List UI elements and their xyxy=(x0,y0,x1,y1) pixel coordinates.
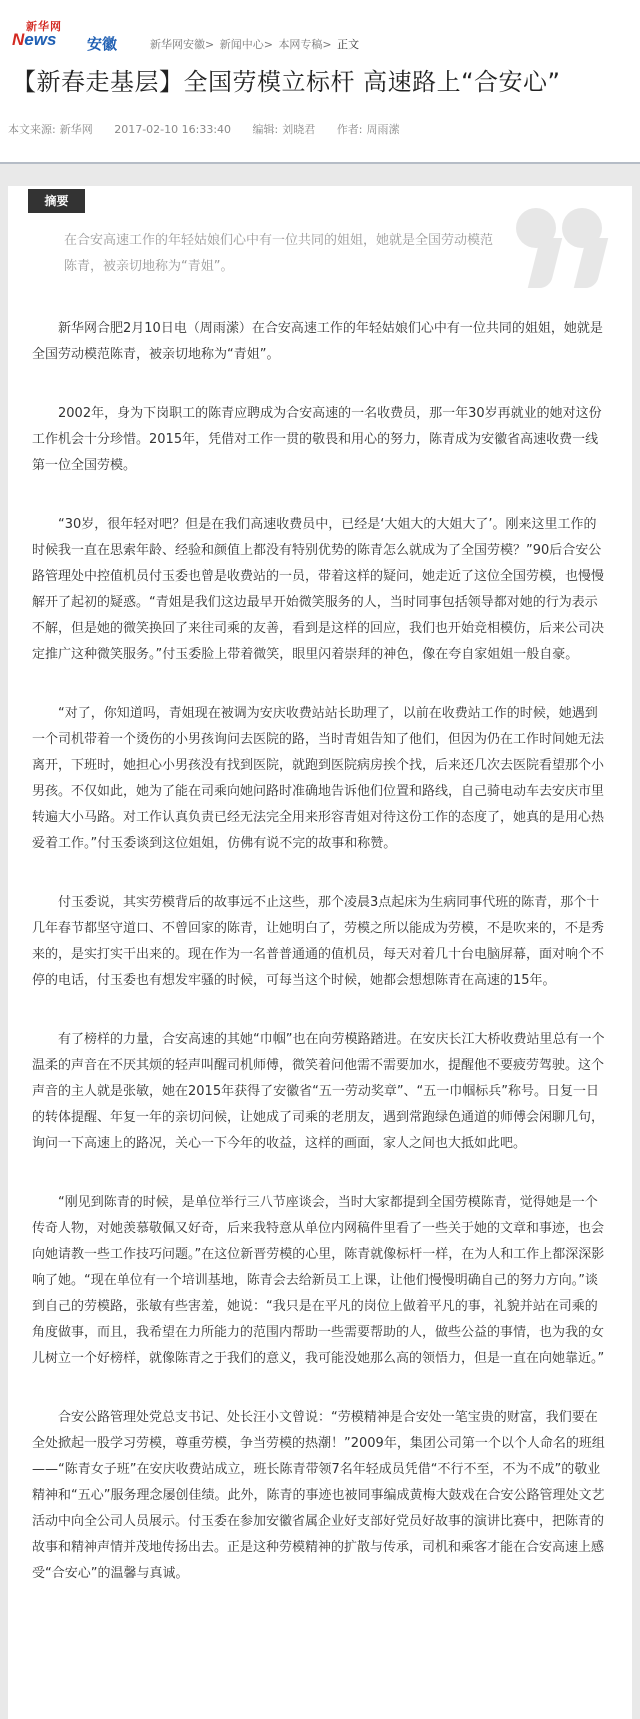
logo-news-initial: N xyxy=(12,30,25,49)
xinhua-news-logo[interactable] xyxy=(12,18,72,50)
article-title: 【新春走基层】全国劳模立标杆 高速路上“合安心” xyxy=(12,68,561,96)
abstract-tag: 摘要 xyxy=(28,189,85,213)
breadcrumb xyxy=(150,36,361,52)
article-paragraph: 新华网合肥2月10日电（周雨潆）在合安高速工作的年轻姑娘们心中有一位共同的姐姐，她就是全国劳动模范陈青，被亲切地称为“青姐”。 xyxy=(32,321,603,362)
region-channel-link[interactable]: 安徽 xyxy=(87,35,118,53)
logo-news-rest: ews xyxy=(24,30,57,49)
quote-mark-icon xyxy=(512,208,612,308)
article-paragraph: “对了，你知道吗，青姐现在被调为安庆收费站站长助理了，以前在收费站工作的时候，她遇到一个司机带着一个烫伤的小男孩询问去医院的路，当时青姐告知了他们，但因为仍在工作时间她无法离开，下班时，她担心小男孩没有找到医院，就跑到医院病房挨个找，后来还几次去医院看望那个小男孩。不仅如此，她为了能在司乘向她问路时准确地告诉他们位置和路线，自己骑电动车去安庆市里转遍大小马路。对工作认真负责已经无法完全用来形容青姐对待这份工作的态度了，她真的是用心热爱着工作。”付玉委谈到这位姐姐，仿佛有说不完的故事和称赞。 xyxy=(32,706,605,851)
article-body xyxy=(32,316,608,1620)
article-paragraph: 2002年，身为下岗职工的陈青应聘成为合安高速的一名收费员，那一年30岁再就业的她对这份工作机会十分珍惜。2015年，凭借对工作一贯的敬畏和用心的努力，陈青成为安徽省高速收费一线第一位全国劳模。 xyxy=(32,406,602,473)
breadcrumb-item-current: 正文 xyxy=(337,38,360,51)
article-abstract: 在合安高速工作的年轻姑娘们心中有一位共同的姐姐，她就是全国劳动模范陈青，被亲切地称为“青姐”。 xyxy=(64,233,494,274)
meta-editor: 刘晓君 xyxy=(282,123,316,136)
article-paragraph: “30岁，很年轻对吧？但是在我们高速收费员中，已经是‘大姐大的大姐大了’。刚来这里工作的时候我一直在思索年龄、经验和颜值上都没有特别优势的陈青怎么就成为了全国劳模？”90后合安公路管理处中控值机员付玉委也曾是收费站的一员，带着这样的疑问，她走近了这位全国劳模，也慢慢解开了起初的疑惑。“青姐是我们这边最早开始微笑服务的人，当时同事包括领导都对她的行为表示不解，但是她的微笑换回了来往司乘的友善，看到是这样的回应，我们也开始竞相模仿，后来公司决定推广这种微笑服务。”付玉委脸上带着微笑，眼里闪着崇拜的神色，像在夸自家姐姐一般自豪。 xyxy=(32,517,605,662)
breadcrumb-item-original[interactable]: 本网专稿> xyxy=(278,38,332,51)
breadcrumb-item-home[interactable]: 新华网安徽> xyxy=(150,38,215,51)
breadcrumb-item-news-center[interactable]: 新闻中心> xyxy=(219,38,273,51)
meta-datetime: 2017-02-10 16:33:40 xyxy=(114,123,232,136)
meta-source-label: 本文来源: xyxy=(8,123,56,136)
meta-editor-label: 编辑: xyxy=(252,123,279,136)
meta-source: 新华网 xyxy=(59,123,93,136)
logo-news-word xyxy=(12,30,56,50)
article-paragraph: 合安公路管理处党总支书记、处长汪小文曾说：“劳模精神是合安处一笔宝贵的财富，我们要在全处掀起一股学习劳模，尊重劳模，争当劳模的热潮！”2009年，集团公司第一个以个人命名的班组——“陈青女子班”在安庆收费站成立，班长陈青带领7名年轻成员凭借“不行不至，不为不成”的敬业精神和“五心”服务理念屡创佳绩。此外，陈青的事迹也被同事编成黄梅大鼓戏在合安公路管理处文艺活动中向全公司人员展示。付玉委在参加安徽省属企业好支部好党员好故事的演讲比赛中，把陈青的故事和精神声情并茂地传扬出去。正是这种劳模精神的扩散与传承，司机和乘客才能在合安高速上感受“合安心”的温馨与真诚。 xyxy=(32,1410,605,1581)
logo-top-text: 新华网 xyxy=(26,20,62,33)
meta-author: 周雨潆 xyxy=(366,123,400,136)
site-header xyxy=(0,0,640,60)
article-meta xyxy=(8,121,417,137)
quote-mark-right xyxy=(562,208,602,288)
article-paragraph: 付玉委说，其实劳模背后的故事远不止这些，那个凌晨3点起床为生病同事代班的陈青，那个十几年春节都坚守道口、不曾回家的陈青，让她明白了，劳模之所以能成为劳模，不是吹来的，不是秀来的，是实打实干出来的。现在作为一名普普通通的值机员，每天对着几十台电脑屏幕，面对响个不停的电话，付玉委也有想发牢骚的时候，可每当这个时候，她都会想想陈青在高速的15年。 xyxy=(32,895,605,988)
article-paragraph: 有了榜样的力量，合安高速的其她“巾帼”也在向劳模路踏进。在安庆长江大桥收费站里总有一个温柔的声音在不厌其烦的轻声叫醒司机师傅，微笑着问他需不需要加水，提醒他不要疲劳驾驶。这个声音的主人就是张敏，她在2015年获得了安徽省“五一劳动奖章”、“五一巾帼标兵”称号。日复一日的转体提醒、年复一年的亲切问候，让她成了司乘的老朋友，遇到常跑绿色通道的师傅会闲聊几句，询问一下高速上的路况，关心一下今年的收益，这样的画面，家人之间也大抵如此吧。 xyxy=(32,1032,605,1151)
article-paragraph: “刚见到陈青的时候，是单位举行三八节座谈会，当时大家都提到全国劳模陈青，觉得她是一个传奇人物，对她羡慕敬佩又好奇，后来我特意从单位内网稿件里看了一些关于她的文章和事迹，也会向她请教一些工作技巧问题。”在这位新晋劳模的心里，陈青就像标杆一样，在为人和工作上都深深影响了她。“现在单位有一个培训基地，陈青会去给新员工上课，让他们慢慢明确自己的努力方向。”谈到自己的劳模路，张敏有些害羞，她说：“我只是在平凡的岗位上做着平凡的事，礼貌并站在司乘的角度做事，而且，我希望在力所能力的范围内帮助一些需要帮助的人，做些公益的事情，也为我的女儿树立一个好榜样，就像陈青之于我们的意义，我可能没她那么高的领悟力，但是一直在向她靠近。” xyxy=(32,1195,605,1366)
meta-author-label: 作者: xyxy=(336,123,363,136)
quote-mark-left xyxy=(516,208,556,288)
